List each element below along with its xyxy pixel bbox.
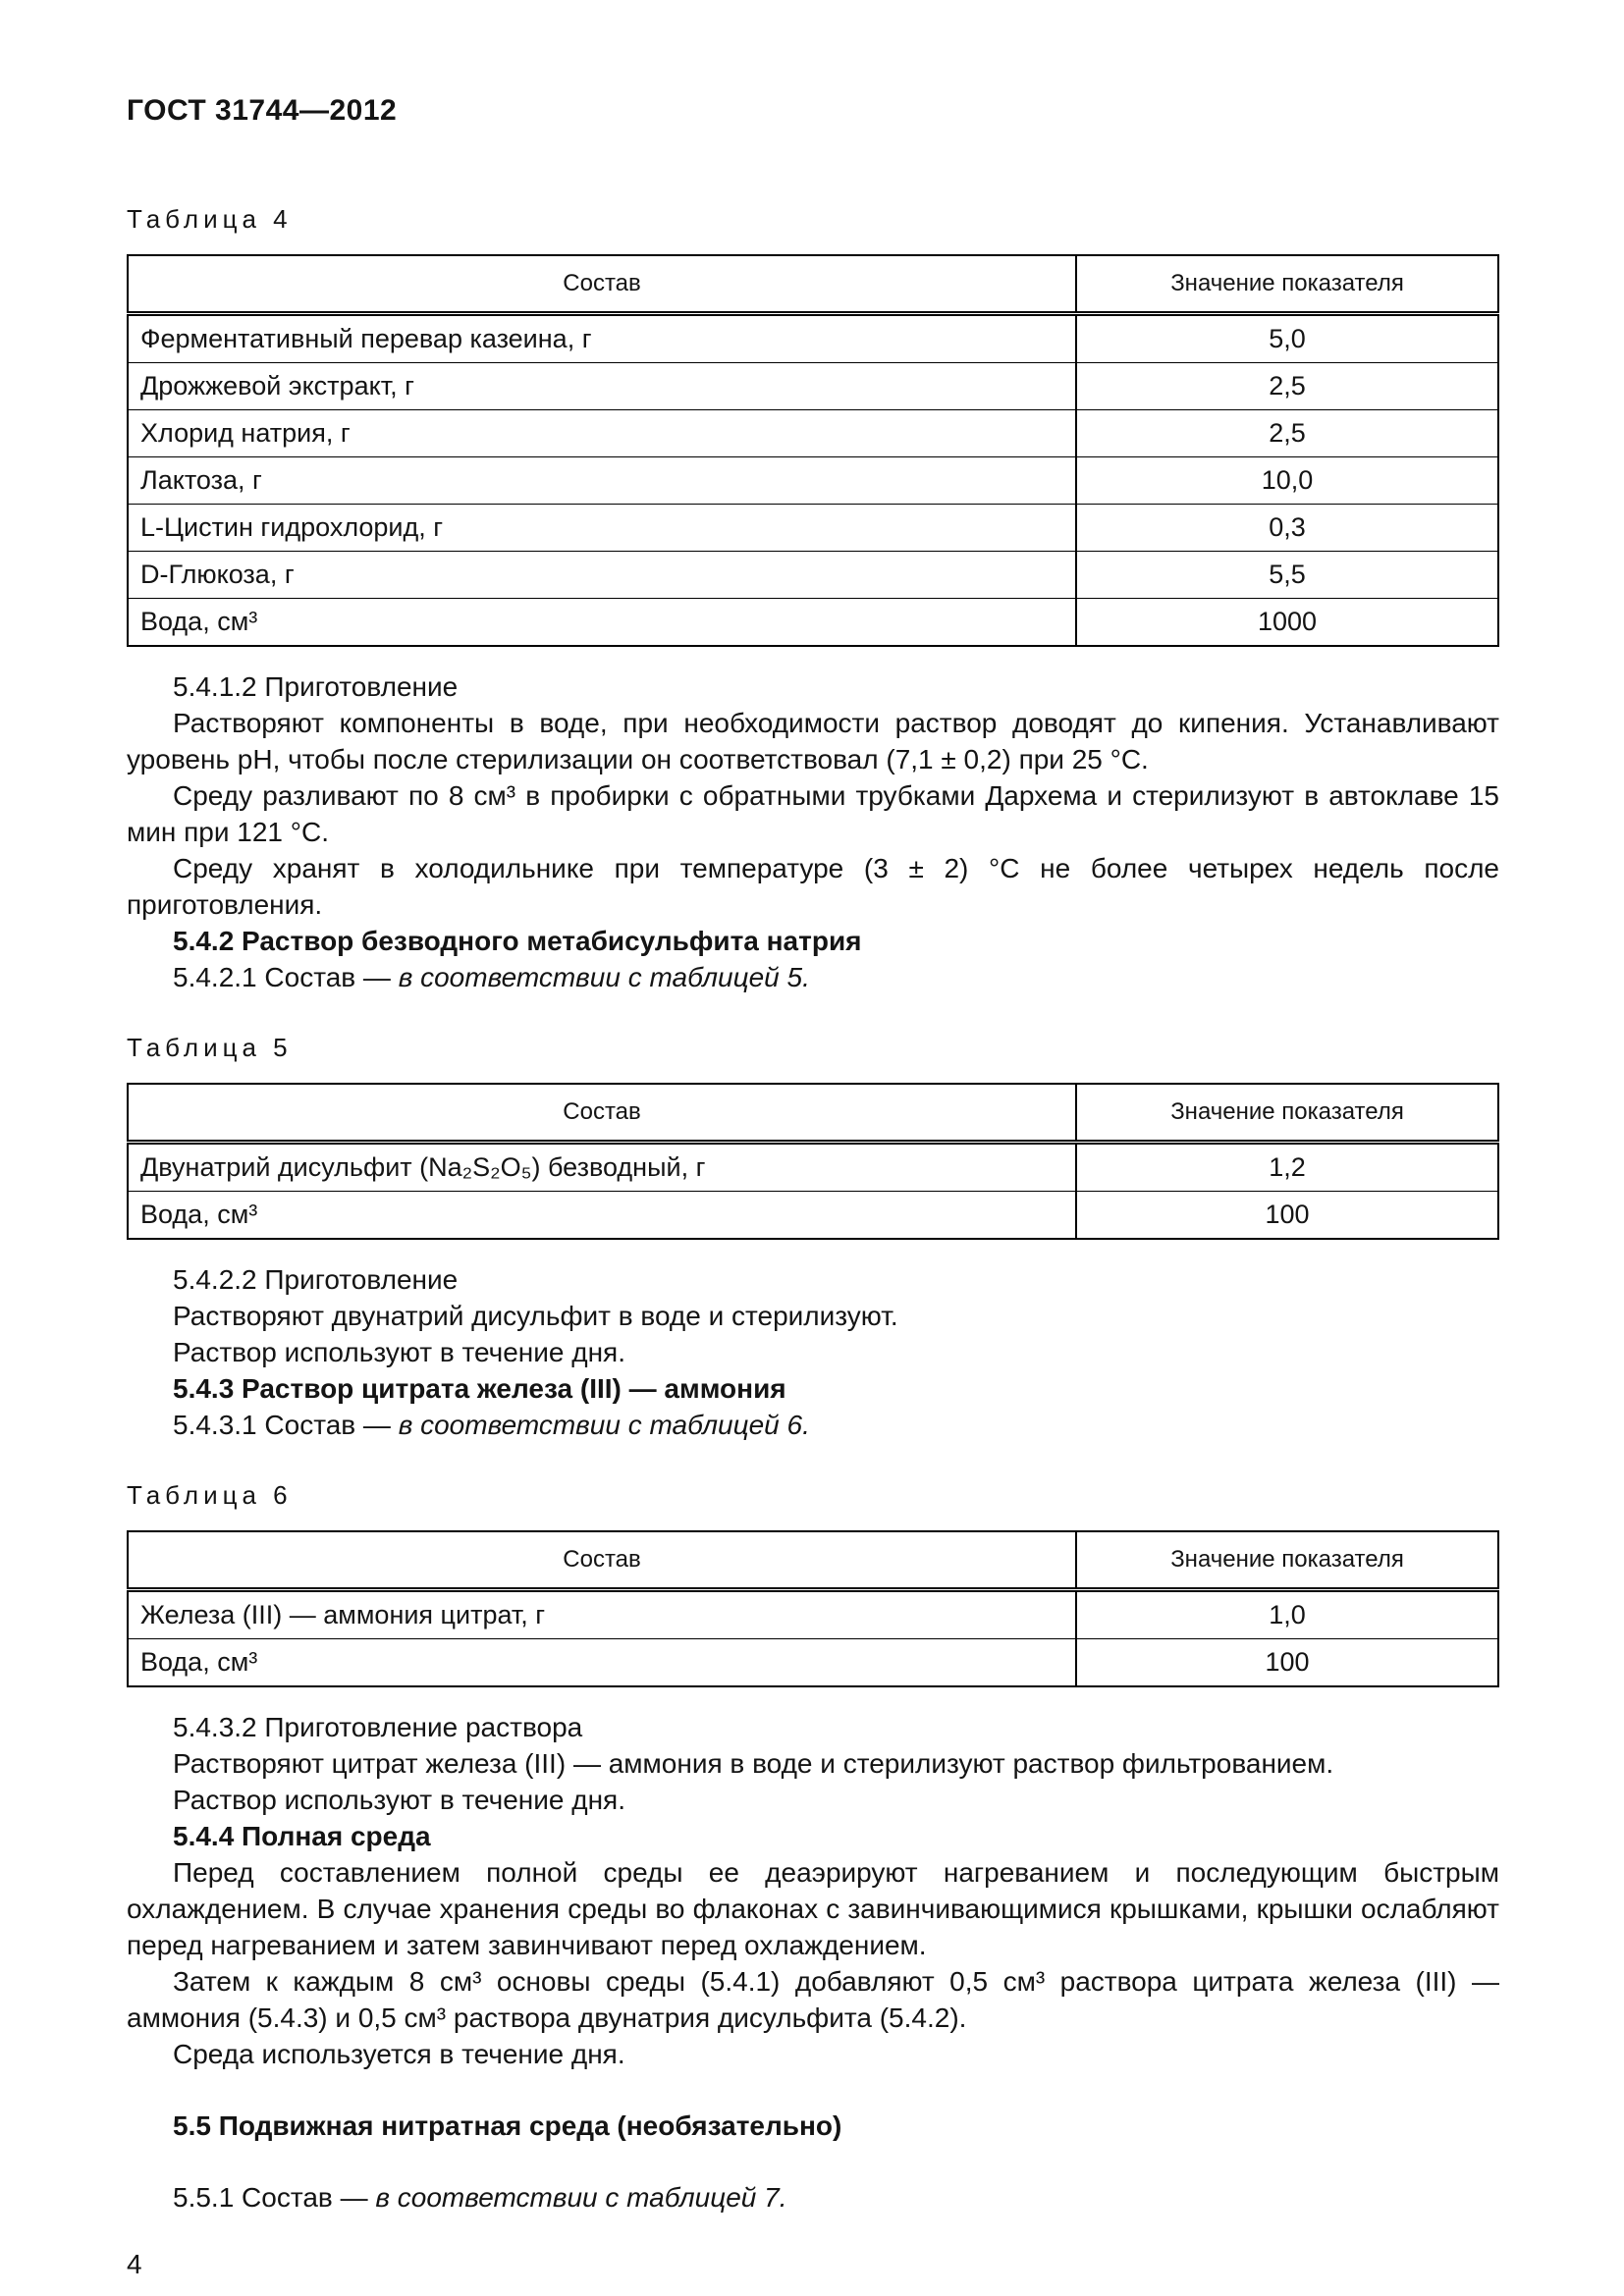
paragraph: Раствор используют в течение дня. (173, 1785, 625, 1815)
value-cell: 2,5 (1076, 410, 1498, 457)
paragraph-5412-title: 5.4.1.2 Приготовление (173, 671, 459, 702)
paragraph-text-italic: в соответствии с таблицей 6. (398, 1410, 810, 1440)
value-cell: 100 (1076, 1192, 1498, 1240)
table5-header-row (128, 1084, 1498, 1143)
paragraph: Растворяют цитрат железа (III) — аммония в воде и стерилизуют раствор фильтрованием. (173, 1748, 1334, 1779)
table6-col-composition: Состав (128, 1531, 1076, 1590)
table4-col-composition: Состав (128, 255, 1076, 314)
document-header: ГОСТ 31744—2012 (127, 94, 398, 127)
table-row (128, 599, 1498, 647)
table5-col-value: Значение показателя (1076, 1084, 1498, 1143)
paragraph: Раствор используют в течение дня. (173, 1337, 625, 1367)
paragraph-text: 5.4.2.1 Состав — (173, 962, 399, 992)
paragraph-5421 (127, 959, 1499, 995)
composition-cell: L-Цистин гидрохлорид, г (128, 505, 1076, 552)
table4 (127, 254, 1499, 647)
table4-caption: Таблица 4 (127, 204, 293, 234)
composition-cell: D-Глюкоза, г (128, 552, 1076, 599)
table-row (128, 457, 1498, 505)
paragraph-text: 5.5.1 Состав — (173, 2182, 376, 2213)
paragraph: Растворяют компоненты в воде, при необходимости раствор доводят до кипения. Устанавливают уровень pH, чтобы после стерилизации он соответствовал (7,1 ± 0,2) при 25 °С. (127, 708, 1499, 774)
paragraph-5431 (127, 1407, 1499, 1443)
composition-cell: Хлорид натрия, г (128, 410, 1076, 457)
paragraph: Перед составлением полной среды ее деаэрируют нагреванием и последующим быстрым охлаждением. В случае хранения среды во флаконах с завинчивающимися крышками, крышки ослабляют перед нагреванием и затем завинчивают перед охлаждением. (127, 1857, 1499, 1960)
value-cell: 2,5 (1076, 363, 1498, 410)
table6-caption: Таблица 6 (127, 1480, 293, 1510)
composition-cell: Ферментативный перевар казеина, г (128, 314, 1076, 363)
table-row (128, 363, 1498, 410)
composition-cell: Вода, см³ (128, 1639, 1076, 1687)
value-cell: 0,3 (1076, 505, 1498, 552)
paragraph-551 (127, 2179, 1499, 2216)
table-row (128, 505, 1498, 552)
table-row (128, 1639, 1498, 1687)
table-row (128, 1590, 1498, 1639)
paragraph-text-italic: в соответствии с таблицей 5. (398, 962, 810, 992)
paragraph-text: 5.4.3.1 Состав — (173, 1410, 399, 1440)
table6-header-row (128, 1531, 1498, 1590)
paragraph: Среду хранят в холодильнике при температуре (3 ± 2) °С не более четырех недель после приготовления. (127, 853, 1499, 920)
table5-caption: Таблица 5 (127, 1033, 293, 1062)
value-cell: 10,0 (1076, 457, 1498, 505)
paragraph: Растворяют двунатрий дисульфит в воде и стерилизуют. (173, 1301, 898, 1331)
table-row (128, 552, 1498, 599)
section-heading-542: 5.4.2 Раствор безводного метабисульфита натрия (173, 926, 862, 956)
section-heading-55: 5.5 Подвижная нитратная среда (необязательно) (173, 2110, 842, 2141)
composition-cell: Вода, см³ (128, 599, 1076, 647)
paragraph-5422-title: 5.4.2.2 Приготовление (173, 1264, 459, 1295)
paragraph: Затем к каждым 8 см³ основы среды (5.4.1) добавляют 0,5 см³ раствора цитрата железа (III) — аммония (5.4.3) и 0,5 см³ раствора двунатрия дисульфита (5.4.2). (127, 1966, 1499, 2033)
composition-cell: Дрожжевой экстракт, г (128, 363, 1076, 410)
table4-col-value: Значение показателя (1076, 255, 1498, 314)
table6-col-value: Значение показателя (1076, 1531, 1498, 1590)
table5-col-composition: Состав (128, 1084, 1076, 1143)
value-cell: 1000 (1076, 599, 1498, 647)
table-row (128, 314, 1498, 363)
page-number: 4 (127, 2249, 142, 2279)
paragraph: Среда используется в течение дня. (173, 2039, 625, 2069)
composition-cell: Лактоза, г (128, 457, 1076, 505)
section-heading-543: 5.4.3 Раствор цитрата железа (III) — аммония (173, 1373, 786, 1404)
value-cell: 5,5 (1076, 552, 1498, 599)
paragraph-text-italic: в соответствии с таблицей 7. (375, 2182, 787, 2213)
value-cell: 100 (1076, 1639, 1498, 1687)
table6 (127, 1530, 1499, 1687)
value-cell: 5,0 (1076, 314, 1498, 363)
paragraph: Среду разливают по 8 см³ в пробирки с обратными трубками Дархема и стерилизуют в автоклаве 15 мин при 121 °С. (127, 780, 1499, 847)
section-heading-544: 5.4.4 Полная среда (173, 1821, 431, 1851)
table-row (128, 1143, 1498, 1192)
value-cell: 1,2 (1076, 1143, 1498, 1192)
value-cell: 1,0 (1076, 1590, 1498, 1639)
composition-cell: Вода, см³ (128, 1192, 1076, 1240)
paragraph-5432-title: 5.4.3.2 Приготовление раствора (173, 1712, 583, 1742)
table-row (128, 410, 1498, 457)
table4-header-row (128, 255, 1498, 314)
table5 (127, 1083, 1499, 1240)
composition-cell: Железа (III) — аммония цитрат, г (128, 1590, 1076, 1639)
composition-cell: Двунатрий дисульфит (Na₂S₂O₅) безводный, г (128, 1143, 1076, 1192)
table-row (128, 1192, 1498, 1240)
